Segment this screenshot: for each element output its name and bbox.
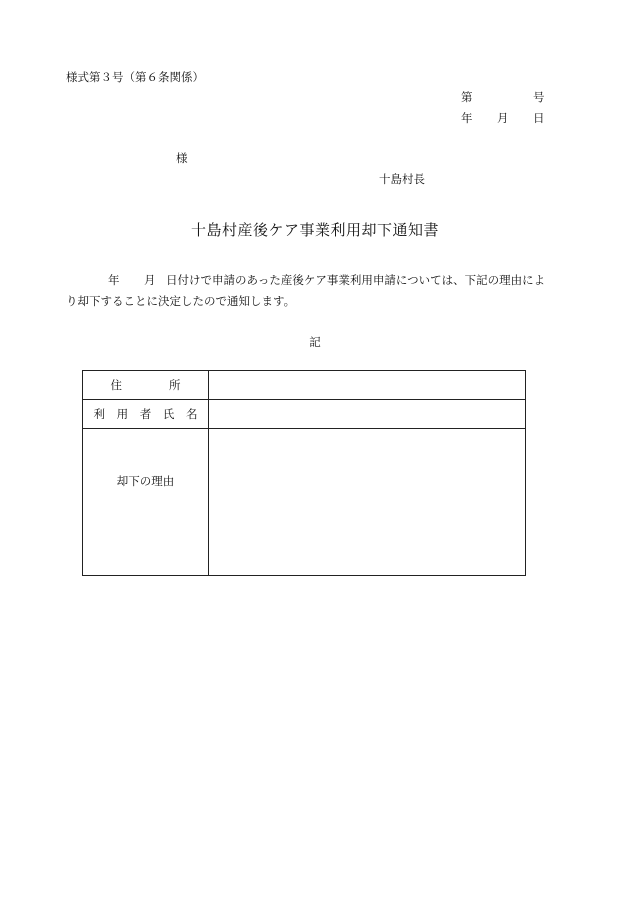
user-name-value-cell[interactable] xyxy=(209,400,526,429)
document-number-suffix: 号 xyxy=(533,90,545,104)
document-title: 十島村産後ケア事業利用却下通知書 xyxy=(190,221,439,239)
table-row-reason xyxy=(83,429,526,576)
reason-label: 却下の理由 xyxy=(116,474,175,488)
name-label-char: 者 xyxy=(139,407,152,421)
issuer-name: 十島村長 xyxy=(379,172,425,186)
address-label xyxy=(83,371,209,400)
date-year-label: 年 xyxy=(461,111,473,125)
reason-value-cell[interactable] xyxy=(209,429,526,576)
date-month-label: 月 xyxy=(497,111,509,125)
info-table xyxy=(82,370,526,576)
name-label-char: 名 xyxy=(186,407,198,421)
recipient-honorific: 様 xyxy=(176,151,188,165)
user-name-label xyxy=(83,400,209,429)
name-label-char: 氏 xyxy=(162,407,175,421)
name-label-char: 用 xyxy=(116,407,129,421)
date-day-label: 日 xyxy=(533,111,545,125)
body-line-2: り却下することに決定したので通知します。 xyxy=(66,294,296,308)
name-label-char: 利 xyxy=(93,407,105,421)
table-row-address xyxy=(83,371,526,400)
body-line-1-text: 日付けで申請のあった産後ケア事業利用申請については、下記の理由によ xyxy=(166,273,546,287)
form-label: 様式第３号（第６条関係） xyxy=(66,70,204,84)
address-label-char-2: 所 xyxy=(169,378,181,392)
document-number-prefix: 第 xyxy=(461,90,473,104)
body-line-1 xyxy=(108,272,545,288)
body-year: 年 xyxy=(108,273,120,287)
ki-heading: 記 xyxy=(309,335,321,349)
body-month: 月 xyxy=(144,273,156,287)
address-label-char-1: 住 xyxy=(110,378,122,392)
reason-label-cell xyxy=(83,429,209,576)
table-row-name xyxy=(83,400,526,429)
address-value-cell[interactable] xyxy=(209,371,526,400)
